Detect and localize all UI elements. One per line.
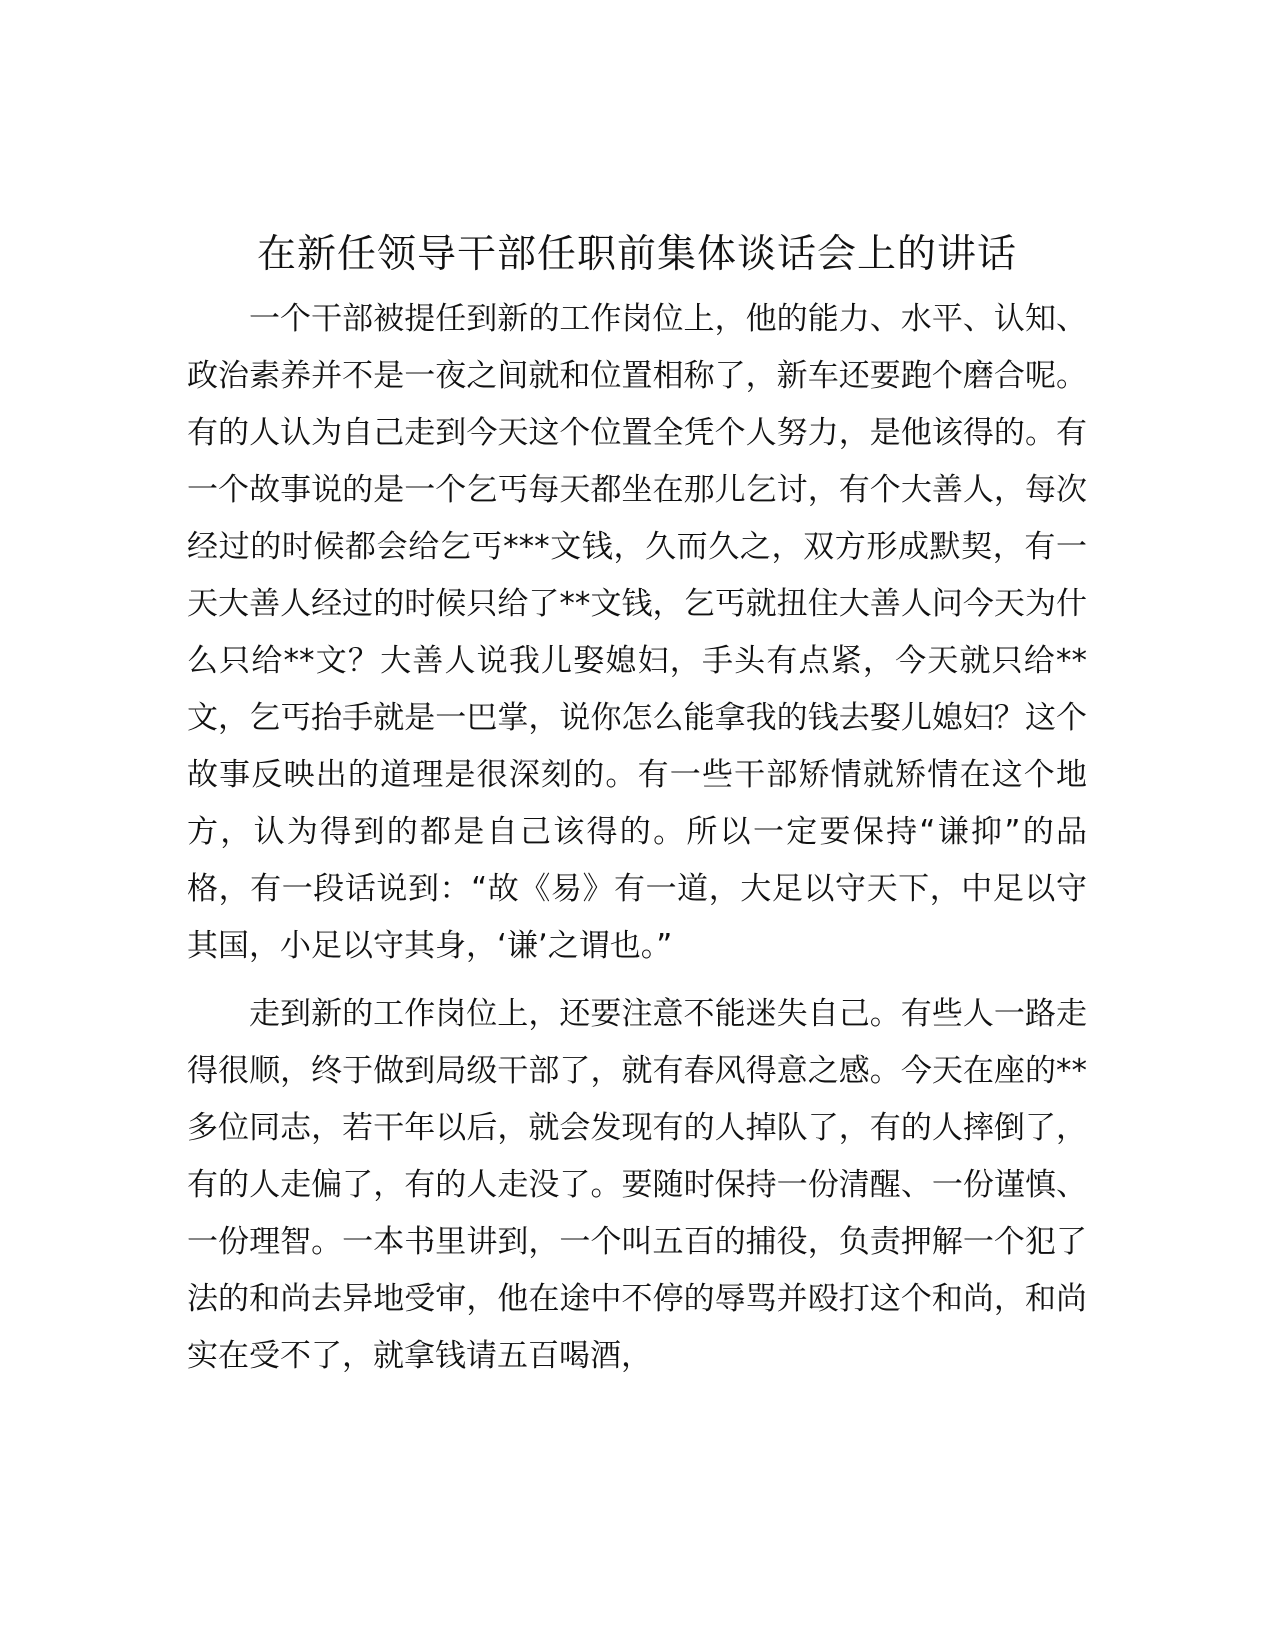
document-body bbox=[187, 226, 1087, 1396]
document-title: 在新任领导干部任职前集体谈话会上的讲话 bbox=[256, 232, 1017, 277]
paragraph-2: 走到新的工作岗位上，还要注意不能迷失自己。有些人一路走得很顺，终于做到局级干部了，就有春风得意之感。今天在座的**多位同志，若干年以后，就会发现有的人掉队了，有的人摔倒了，有的人走偏了，有的人走没了。要随时保持一份清醒、一份谨慎、一份理智。一本书里讲到，一个叫五百的捕役，负责押解一个犯了法的和尚去异地受审，他在途中不停的辱骂并殴打这个和尚，和尚实在受不了，就拿钱请五百喝酒， bbox=[187, 996, 1087, 1374]
paragraph-1: 一个干部被提任到新的工作岗位上，他的能力、水平、认知、政治素养并不是一夜之间就和位置相称了，新车还要跑个磨合呢。有的人认为自己走到今天这个位置全凭个人努力，是他该得的。有一个故事说的是一个乞丐每天都坐在那儿乞讨，有个大善人，每次经过的时候都会给乞丐***文钱，久而久之，双方形成默契，有一天大善人经过的时候只给了**文钱，乞丐就扭住大善人问今天为什么只给**文？大善人说我儿娶媳妇，手头有点紧，今天就只给**文，乞丐抬手就是一巴掌，说你怎么能拿我的钱去娶儿媳妇？这个故事反映出的道理是很深刻的。有一些干部矫情就矫情在这个地方，认为得到的都是自己该得的。所以一定要保持“谦抑”的品格，有一段话说到：“故《易》有一道，大足以守天下，中足以守其国，小足以守其身，‘谦’之谓也。” bbox=[187, 301, 1087, 964]
